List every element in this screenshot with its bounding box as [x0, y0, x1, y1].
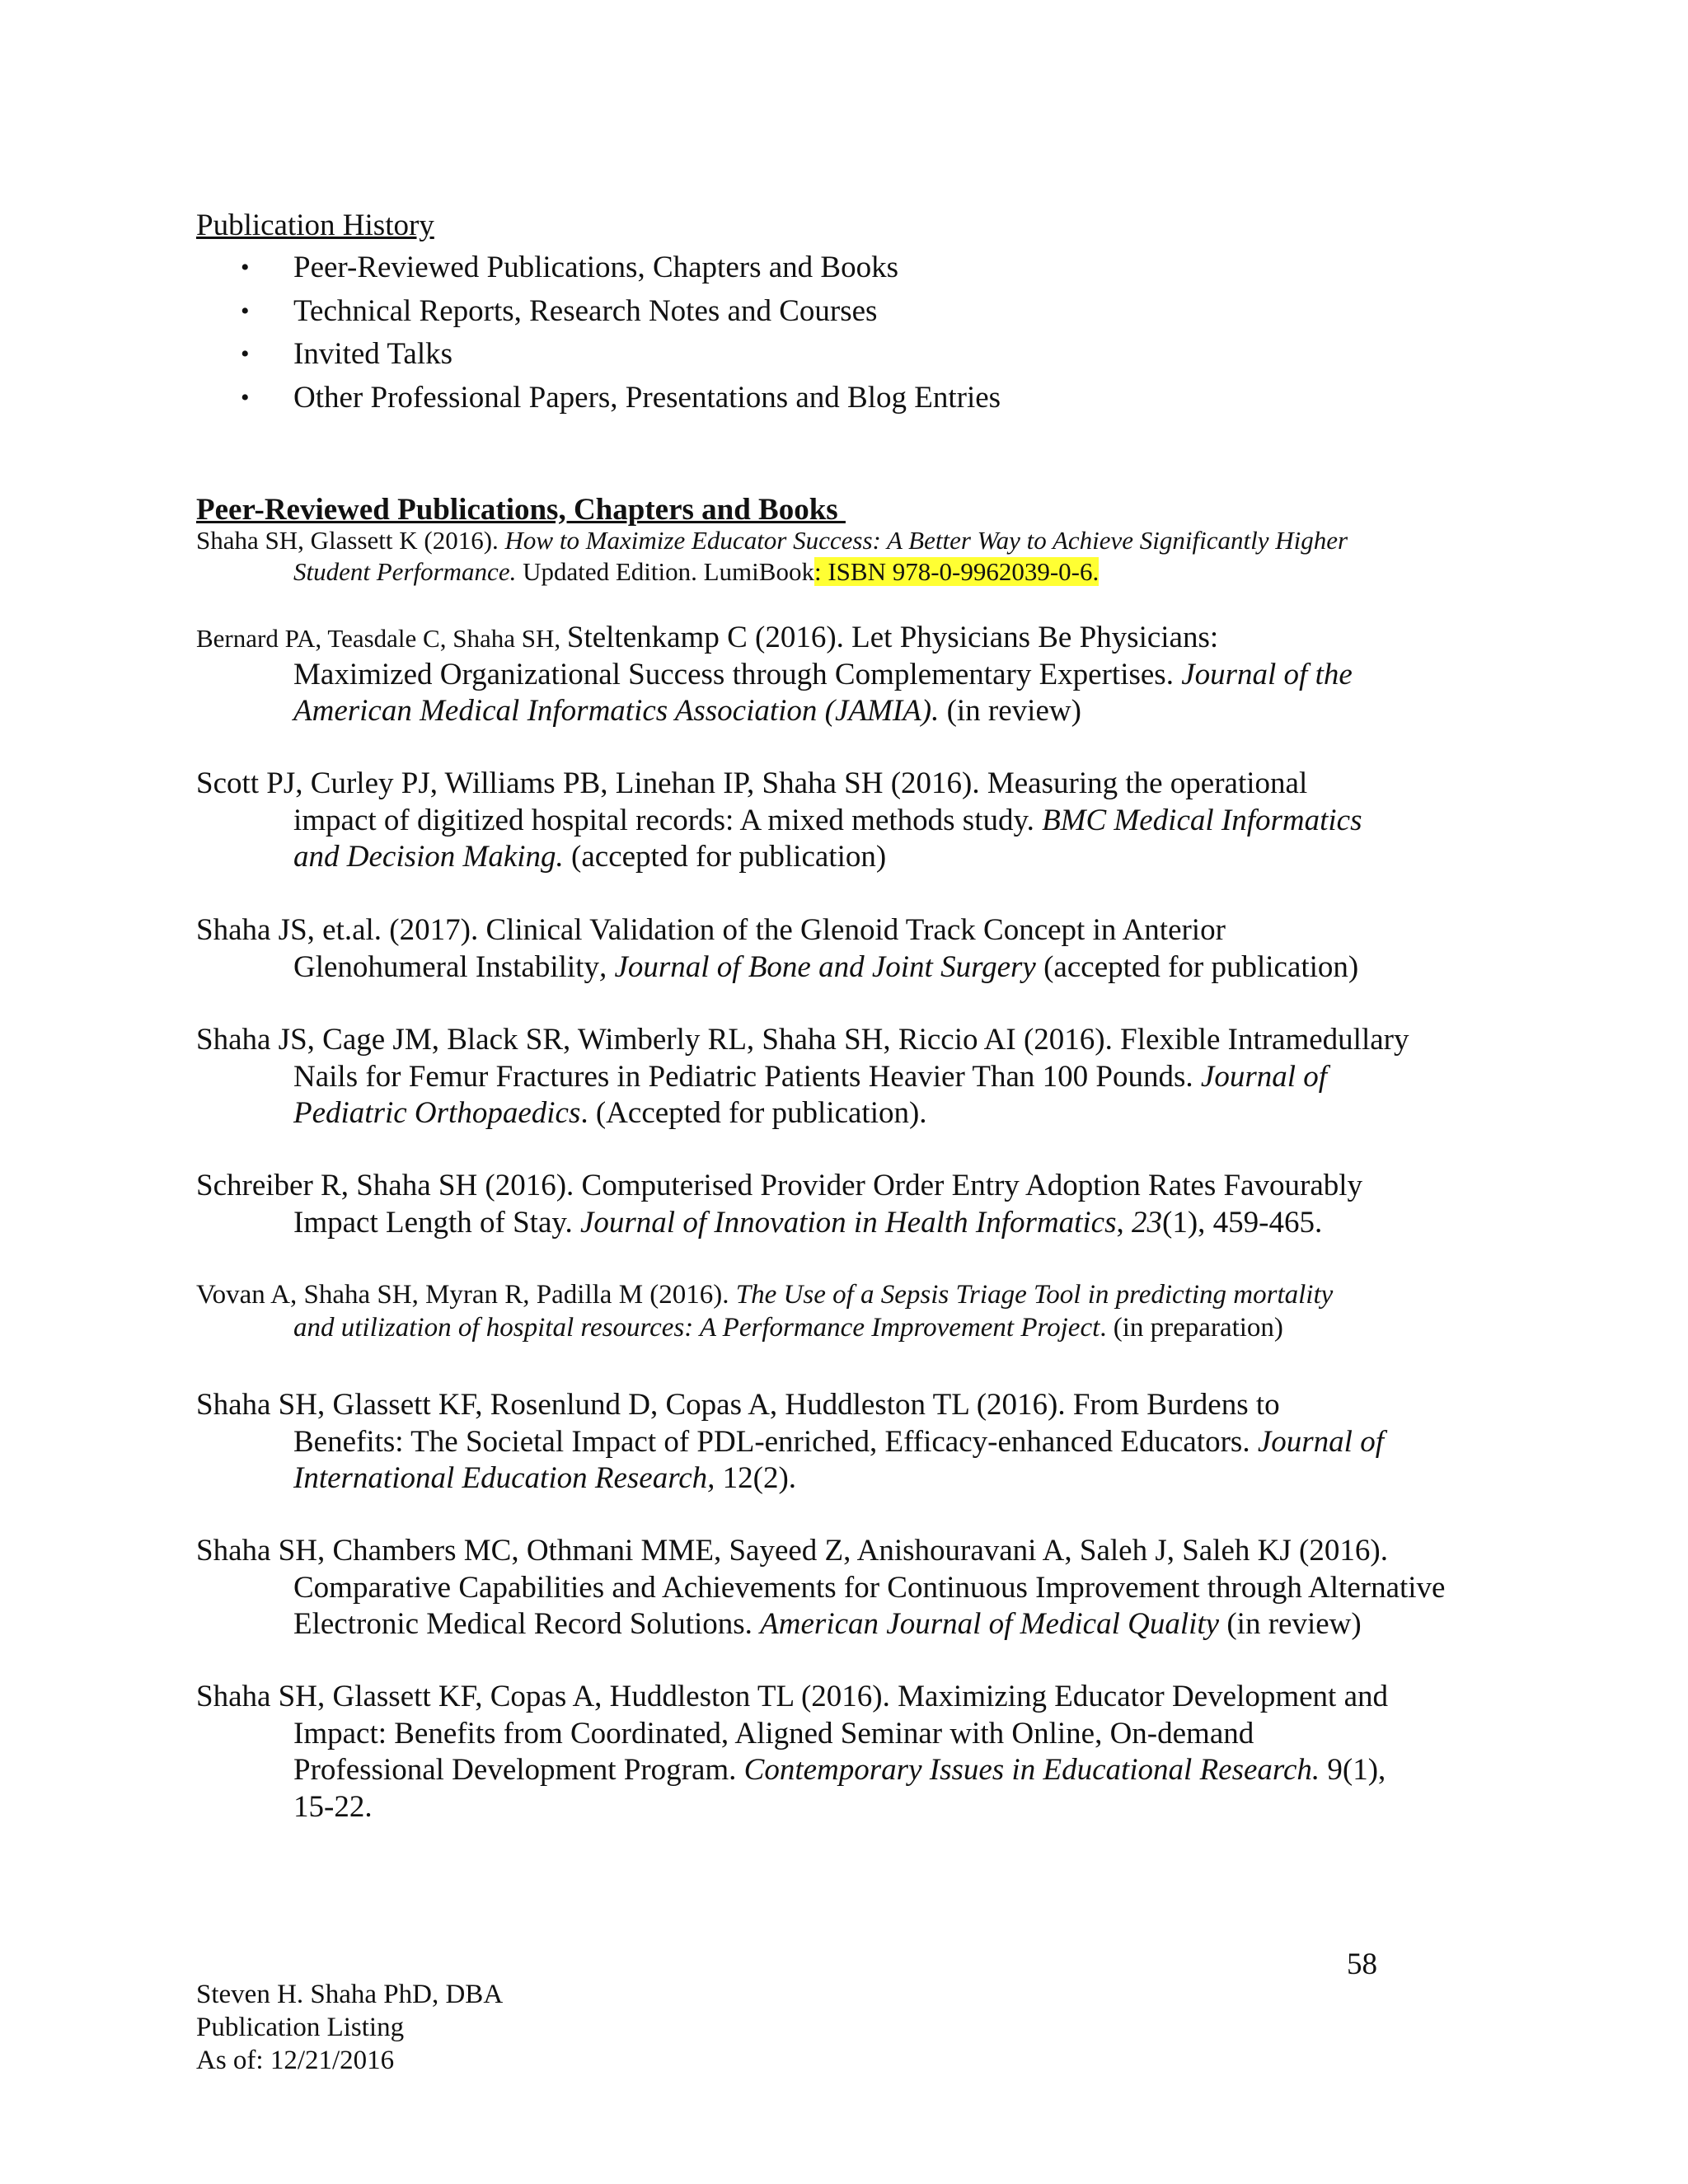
ref-title: Impact: Benefits from Coordinated, Aligned Seminar with Online, On-demand	[293, 1716, 1254, 1750]
reference-entry	[196, 1387, 1548, 1497]
ref-line: Shaha JS, Cage JM, Black SR, Wimberly RL, Shaha SH, Riccio AI (2016). Flexible Intramedullary	[196, 1023, 1409, 1057]
section-heading: Peer-Reviewed Publications, Chapters and Books	[196, 493, 846, 527]
ref-title-cont: Electronic Medical Record Solutions.	[293, 1607, 761, 1641]
ref-journal: Journal of	[1200, 1059, 1328, 1094]
ref-line: Scott PJ, Curley PJ, Williams PB, Linehan IP, Shaha SH (2016). Measuring the operational	[196, 766, 1308, 800]
list-item	[196, 246, 1001, 290]
list-item	[196, 333, 1001, 377]
footer-date: As of: 12/21/2016	[196, 2046, 395, 2075]
ref-status: (in review)	[939, 694, 1081, 728]
ref-journal-cont: International Education Research,	[293, 1461, 715, 1495]
ref-details-end: k	[801, 557, 814, 586]
ref-title: Benefits: The Societal Impact of PDL-enriched, Efficacy-enhanced Educators.	[293, 1424, 1258, 1459]
ref-authors: Vovan A, Shaha SH, Myran R, Padilla M (2016).	[196, 1280, 736, 1310]
ref-title: Impact Length of Stay.	[293, 1205, 580, 1240]
ref-journal: Journal of the	[1181, 657, 1353, 691]
list-item-label: Technical Reports, Research Notes and Courses	[293, 293, 878, 328]
reference-entry	[196, 766, 1548, 876]
ref-status: (in review)	[1219, 1607, 1362, 1641]
ref-title: impact of digitized hospital records: A mixed methods study.	[293, 803, 1043, 837]
reference-entry	[196, 912, 1548, 986]
ref-title: Maximized Organizational Success through Complementary Expertises.	[293, 657, 1182, 691]
ref-pages: 15-22.	[293, 1789, 373, 1824]
ref-details: Updated Edition. LumiBoo	[516, 557, 802, 586]
page-number: 58	[1347, 1947, 1377, 1981]
footer	[196, 1978, 503, 2077]
ref-line: Shaha SH, Glassett KF, Copas A, Huddleston TL (2016). Maximizing Educator Development and	[196, 1680, 1388, 1713]
list-item-label: Other Professional Papers, Presentations and Blog Entries	[293, 380, 1001, 415]
ref-status: . (in preparation)	[1100, 1313, 1283, 1343]
ref-journal: Contemporary Issues in Educational Research.	[743, 1753, 1320, 1787]
ref-line: Shaha SH, Chambers MC, Othmani MME, Sayeed Z, Anishouravani A, Saleh J, Saleh KJ (2016).	[196, 1534, 1388, 1568]
ref-title: How to Maximize Educator Success: A Better Way to Achieve Significantly Higher	[504, 526, 1348, 555]
ref-journal: Journal of	[1257, 1424, 1384, 1459]
ref-journal: , Journal of Bone and Joint Surgery	[598, 949, 1036, 984]
reference-entry	[196, 1278, 1548, 1344]
list-item-label: Invited Talks	[293, 337, 453, 371]
ref-volume: 23	[1132, 1205, 1163, 1240]
ref-status: (accepted for publication)	[1035, 949, 1359, 984]
reference-entry	[196, 525, 1548, 588]
bullet-icon: •	[241, 297, 250, 325]
ref-journal: Journal of Innovation in Health Informatics	[579, 1205, 1117, 1240]
reference-entry	[196, 1168, 1548, 1241]
ref-journal-cont: American Medical Informatics Association (JAMIA).	[293, 694, 940, 728]
reference-entry	[196, 1679, 1548, 1825]
ref-journal-cont: Pediatric Orthopaedics	[293, 1096, 581, 1130]
ref-journal-cont: and Decision Making.	[293, 840, 564, 874]
ref-authors: Shaha SH, Glassett K (2016).	[196, 526, 505, 555]
ref-journal: American Journal of Medical Quality	[760, 1607, 1220, 1641]
ref-journal: BMC Medical Informatics	[1042, 803, 1362, 837]
reference-entry	[196, 1533, 1548, 1643]
ref-authors-cont: Steltenkamp C (2016). Let Physicians Be Physicians:	[566, 621, 1219, 654]
ref-title: Comparative Capabilities and Achievements for Continuous Improvement through Alternative	[293, 1570, 1446, 1605]
publication-history-title: Publication History	[196, 209, 434, 242]
bullet-icon: •	[241, 340, 250, 368]
ref-pages: (1), 459-465.	[1162, 1205, 1323, 1240]
ref-separator: ,	[1116, 1205, 1132, 1240]
isbn-highlight: : ISBN 978-0-9962039-0-6.	[814, 557, 1100, 586]
ref-title: The Use of a Sepsis Triage Tool in predicting mortality	[735, 1280, 1334, 1310]
reference-entry	[196, 1022, 1548, 1132]
ref-line: Shaha SH, Glassett KF, Rosenlund D, Copas A, Huddleston TL (2016). From Burdens to	[196, 1388, 1280, 1422]
footer-document: Publication Listing	[196, 2013, 405, 2042]
bullet-icon: •	[241, 383, 250, 411]
list-item	[196, 290, 1001, 334]
reference-entry	[196, 620, 1548, 730]
ref-status: (accepted for publication)	[563, 840, 887, 874]
list-item	[196, 377, 1001, 420]
ref-title-cont: and utilization of hospital resources: A Performance Improvement Project	[293, 1313, 1100, 1343]
ref-authors: Bernard PA, Teasdale C, Shaha SH,	[196, 624, 567, 653]
ref-title-cont: Professional Development Program.	[293, 1753, 744, 1787]
ref-line: Schreiber R, Shaha SH (2016). Computerised Provider Order Entry Adoption Rates Favourably	[196, 1169, 1363, 1202]
ref-title-cont: Student Performance.	[293, 557, 517, 586]
footer-author: Steven H. Shaha PhD, DBA	[196, 1980, 504, 2009]
ref-title: Nails for Femur Fractures in Pediatric Patients Heavier Than 100 Pounds.	[293, 1059, 1201, 1094]
ref-status: . (Accepted for publication).	[580, 1096, 927, 1130]
ref-title: Glenohumeral Instability	[293, 949, 599, 984]
ref-volume: 12(2).	[715, 1461, 797, 1495]
bullet-icon: •	[241, 254, 250, 281]
ref-volume: 9(1),	[1320, 1753, 1386, 1787]
ref-line: Shaha JS, et.al. (2017). Clinical Validation of the Glenoid Track Concept in Anterior	[196, 913, 1226, 947]
list-item-label: Peer-Reviewed Publications, Chapters and Books	[293, 251, 898, 284]
publication-history-list	[196, 246, 1001, 419]
